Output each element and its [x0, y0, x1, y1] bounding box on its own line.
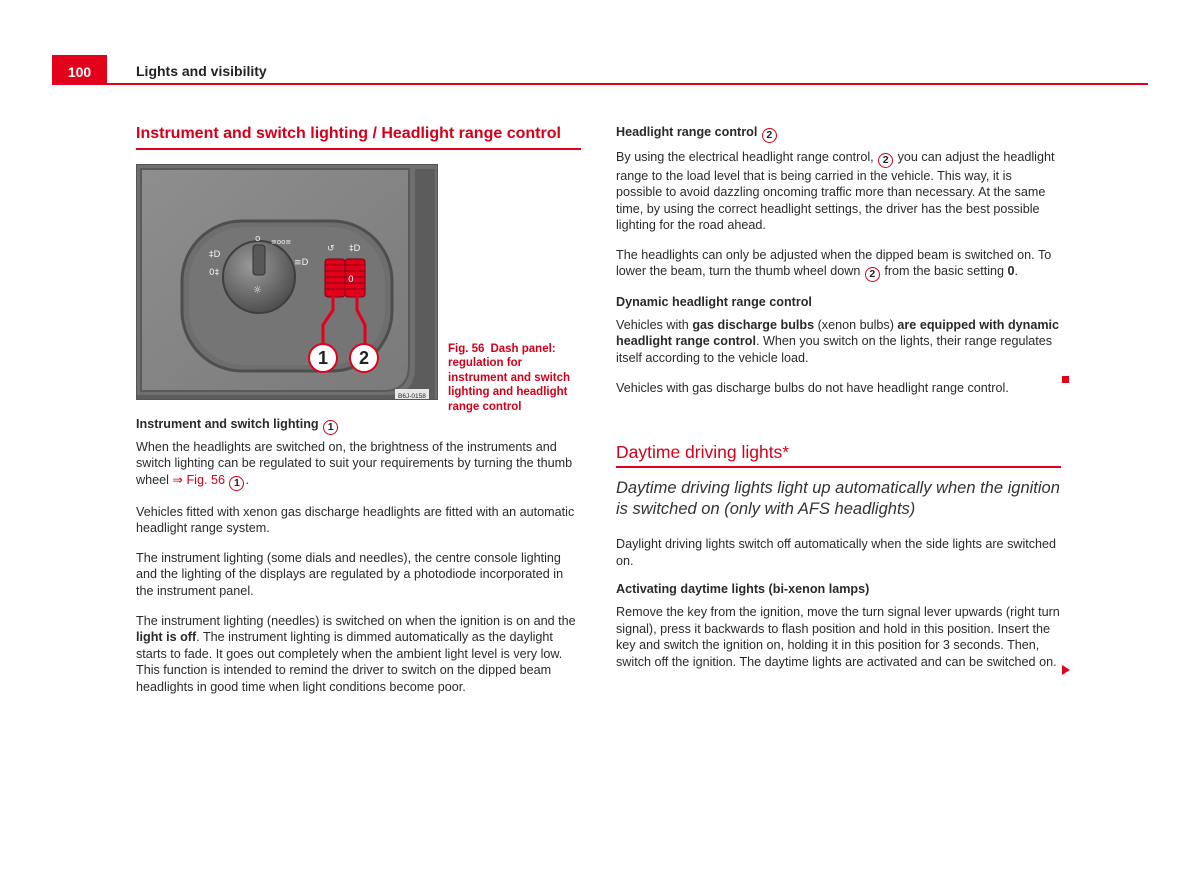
- chapter-title: Lights and visibility: [136, 63, 267, 79]
- text-run: Vehicles with: [616, 317, 693, 332]
- section-end-marker: [1062, 376, 1069, 383]
- paragraph-activation-steps: Remove the key from the ignition, move the turn signal lever upwards (right turn signal), press it backwards to flash position and hold in this position. Insert the key and switch the ignition on, holding it in this position for 3 seconds. Then, switch off the ignition. The daytime lights are activated and can be switched on.: [616, 604, 1060, 669]
- text-run: (xenon bulbs): [814, 317, 898, 332]
- subheading-text: Headlight range control: [616, 125, 758, 139]
- paragraph-range-control: [616, 149, 1061, 234]
- paragraph-photodiode: The instrument lighting (some dials and needles), the centre console lighting and the lighting of the displays are regulated by a photodiode incorporated in the instrument panel.: [136, 550, 564, 599]
- marker-1-icon: 1: [323, 420, 338, 435]
- marker-2-icon: 2: [878, 153, 893, 168]
- paragraph-xenon: Vehicles fitted with xenon gas discharge headlights are fitted with an automatic headlight range system.: [136, 504, 575, 536]
- paragraph-switch-off: Daylight driving lights switch off automatically when the side lights are switched on.: [616, 537, 1057, 568]
- svg-text:‡D: ‡D: [209, 250, 221, 260]
- marker-2-icon: 2: [762, 128, 777, 143]
- callout-2-icon: 2: [349, 343, 379, 373]
- subheading-text: Instrument and switch lighting: [136, 417, 319, 431]
- section-title-daytime-lights: Daytime driving lights*: [616, 442, 1061, 468]
- text-run: By using the electrical headlight range control,: [616, 149, 878, 164]
- subheading-headlight-range-control: [616, 124, 1061, 143]
- svg-text:o: o: [255, 234, 261, 244]
- subheading-activating-daytime: Activating daytime lights (bi-xenon lamps): [616, 582, 870, 597]
- marker-1-icon: 1: [229, 476, 244, 491]
- svg-text:0‡: 0‡: [209, 268, 220, 278]
- dash-panel-illustration: [136, 164, 438, 400]
- section-title-instrument-lighting: Instrument and switch lighting / Headlight range control: [136, 124, 581, 150]
- subheading-dynamic-range-control: Dynamic headlight range control: [616, 295, 812, 310]
- text-run: you can adjust the headlight range to the load level that is being carried in the vehicle. This way, it is possible to avoid dazzling oncoming traffic more than necessary. At the same time, by using the correct headlight settings, the driver has the best possible lighting for the road ahead.: [616, 149, 1055, 233]
- header-rule: [52, 83, 1148, 85]
- svg-text:0: 0: [348, 275, 354, 285]
- section-lead: Daytime driving lights light up automatically when the ignition is switched on (only with AFS headlights): [616, 479, 1060, 519]
- text-bold: gas discharge bulbs: [692, 317, 815, 332]
- text-bold: light is off: [136, 630, 197, 645]
- figure-caption-text: Dash panel: regulation for instrument and switch lighting and headlight range control: [448, 343, 571, 413]
- figure-code: B6J-0158: [395, 389, 429, 400]
- subheading-instrument-switch-lighting: [136, 416, 581, 435]
- paragraph-gas-discharge: [616, 317, 1061, 367]
- text-bold: are equipped with dynamic headlight range control: [616, 317, 1060, 349]
- svg-text:↺: ↺: [327, 244, 335, 254]
- svg-text:☼: ☼: [253, 285, 262, 296]
- text-run: .: [1014, 264, 1019, 279]
- figure-56: [136, 164, 581, 413]
- left-column: [136, 124, 581, 696]
- right-column: [616, 124, 1061, 670]
- text-run: . The instrument lighting is dimmed automatically as the daylight starts to fade. It goes out completely when the ambient light level is very low. This function is intended to remind the driver to switch on the dipped beam headlights in good time when light conditions become poor.: [136, 630, 563, 695]
- figure-reference-link[interactable]: ⇒ Fig. 56: [172, 472, 225, 487]
- text-bold: 0: [1007, 264, 1015, 279]
- continue-arrow-icon: [1062, 665, 1070, 675]
- figure-caption-label: Fig. 56: [448, 343, 485, 355]
- marker-2-icon: 2: [865, 267, 880, 282]
- paragraph-needles: [136, 613, 581, 696]
- paragraph-thumb-wheel: [136, 439, 581, 491]
- text-run: .: [245, 472, 249, 487]
- text-run: When the headlights are switched on, the brightness of the instruments and switch lighting can be regulated to suit your requirements by turning the thumb wheel: [136, 439, 573, 487]
- svg-text:≡D: ≡D: [294, 258, 309, 268]
- page-number: 100: [52, 55, 107, 85]
- text-run: . When you switch on the lights, their range regulates itself according to the vehicle load.: [616, 334, 1053, 365]
- text-run: from the basic setting: [880, 264, 1008, 279]
- paragraph-no-range-control: Vehicles with gas discharge bulbs do not have headlight range control.: [616, 380, 1009, 395]
- svg-text:‡D: ‡D: [349, 244, 361, 254]
- callout-1-icon: 1: [308, 343, 338, 373]
- svg-text:≡oo≡: ≡oo≡: [271, 238, 292, 246]
- figure-caption: [448, 342, 582, 414]
- text-run: The instrument lighting (needles) is switched on when the ignition is on and the: [136, 613, 576, 628]
- paragraph-dipped-beam: [616, 247, 1061, 282]
- text-run: The headlights can only be adjusted when the dipped beam is switched on. To lower the beam, turn the thumb wheel down: [616, 247, 1052, 279]
